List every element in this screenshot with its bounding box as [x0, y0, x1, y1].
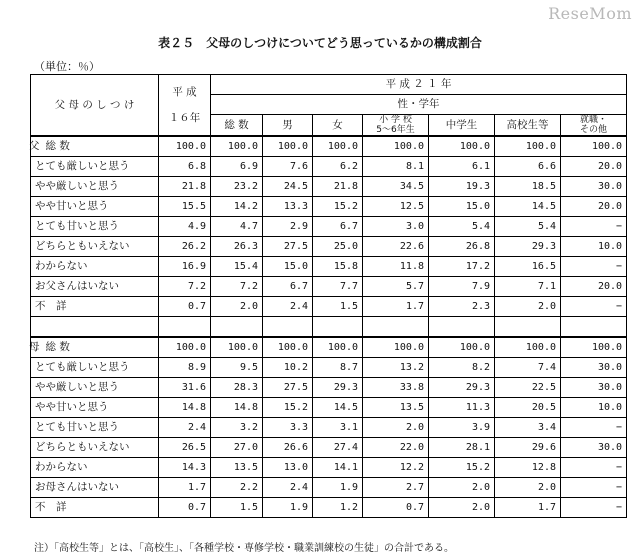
- value-cell: 2.0: [429, 478, 495, 498]
- footnote: 注）「高校生等」とは、「高校生」、「各種学校・専修学校・職業訓練校の生徒」の合計である。: [34, 543, 454, 554]
- value-cell: 13.5: [211, 458, 263, 478]
- value-cell: 29.3: [313, 378, 363, 398]
- value-cell: 13.3: [263, 197, 313, 217]
- value-cell: 7.7: [313, 277, 363, 297]
- value-cell: 1.5: [313, 297, 363, 317]
- value-cell: −: [561, 458, 627, 478]
- value-cell: 100.0: [561, 136, 627, 157]
- row-label: どちらともいえない: [31, 438, 159, 458]
- value-cell: 26.3: [211, 237, 263, 257]
- table-row: [31, 498, 627, 518]
- value-cell: 33.8: [363, 378, 429, 398]
- row-label-text: 総 数: [45, 140, 70, 152]
- value-cell: 15.2: [429, 458, 495, 478]
- value-cell: 2.3: [429, 297, 495, 317]
- value-cell: 15.4: [211, 257, 263, 277]
- value-cell: 12.8: [495, 458, 561, 478]
- value-cell: 2.7: [363, 478, 429, 498]
- row-label: やや厳しいと思う: [31, 378, 159, 398]
- value-cell: 2.0: [495, 478, 561, 498]
- value-cell: 6.8: [159, 157, 211, 177]
- value-cell: 12.2: [363, 458, 429, 478]
- value-cell: 31.6: [159, 378, 211, 398]
- value-cell: 20.0: [561, 197, 627, 217]
- value-cell: 11.8: [363, 257, 429, 277]
- value-cell: 4.7: [211, 217, 263, 237]
- value-cell: −: [561, 257, 627, 277]
- value-cell: 100.0: [313, 337, 363, 358]
- value-cell: 3.0: [363, 217, 429, 237]
- value-cell: 13.2: [363, 358, 429, 378]
- value-cell: 22.0: [363, 438, 429, 458]
- value-cell: 26.6: [263, 438, 313, 458]
- row-label: どちらともいえない: [31, 237, 159, 257]
- row-label: お母さんはいない: [31, 478, 159, 498]
- value-cell: 11.3: [429, 398, 495, 418]
- value-cell: 23.2: [211, 177, 263, 197]
- value-cell: 18.5: [495, 177, 561, 197]
- value-cell: −: [561, 478, 627, 498]
- shitsuke-table: [30, 74, 627, 518]
- table-row: [31, 257, 627, 277]
- value-cell: 15.5: [159, 197, 211, 217]
- value-cell: 14.5: [313, 398, 363, 418]
- row-label: お父さんはいない: [31, 277, 159, 297]
- row-label: 不 詳: [31, 498, 159, 518]
- column-header: 高校生等: [495, 115, 561, 137]
- value-cell: 29.3: [495, 237, 561, 257]
- value-cell: 16.9: [159, 257, 211, 277]
- gap-cell: [429, 317, 495, 338]
- value-cell: 2.4: [263, 297, 313, 317]
- value-cell: 100.0: [429, 337, 495, 358]
- value-cell: 27.5: [263, 237, 313, 257]
- value-cell: 5.4: [429, 217, 495, 237]
- value-cell: 6.2: [313, 157, 363, 177]
- table-row: [31, 438, 627, 458]
- section-label: 母: [29, 341, 40, 353]
- value-cell: 8.2: [429, 358, 495, 378]
- value-cell: 7.4: [495, 358, 561, 378]
- value-cell: 20.5: [495, 398, 561, 418]
- value-cell: 30.0: [561, 177, 627, 197]
- row-label: とても甘いと思う: [31, 418, 159, 438]
- value-cell: 0.7: [159, 297, 211, 317]
- column-header: 女: [313, 115, 363, 137]
- value-cell: 2.4: [159, 418, 211, 438]
- column-header: 男: [263, 115, 313, 137]
- value-cell: 7.2: [159, 277, 211, 297]
- value-cell: 15.2: [263, 398, 313, 418]
- row-label: やや甘いと思う: [31, 197, 159, 217]
- value-cell: 8.7: [313, 358, 363, 378]
- value-cell: 100.0: [211, 337, 263, 358]
- value-cell: 6.9: [211, 157, 263, 177]
- value-cell: 0.7: [363, 498, 429, 518]
- value-cell: 26.8: [429, 237, 495, 257]
- value-cell: 14.2: [211, 197, 263, 217]
- value-cell: 2.2: [211, 478, 263, 498]
- value-cell: 4.9: [159, 217, 211, 237]
- value-cell: 1.5: [211, 498, 263, 518]
- value-cell: 100.0: [561, 337, 627, 358]
- value-cell: 26.2: [159, 237, 211, 257]
- table-row: [31, 378, 627, 398]
- value-cell: 8.9: [159, 358, 211, 378]
- value-cell: 1.9: [263, 498, 313, 518]
- value-cell: 27.4: [313, 438, 363, 458]
- value-cell: 100.0: [363, 337, 429, 358]
- value-cell: 7.2: [211, 277, 263, 297]
- row-label: とても厳しいと思う: [31, 358, 159, 378]
- value-cell: 14.8: [159, 398, 211, 418]
- value-cell: 10.0: [561, 398, 627, 418]
- table-row: [31, 217, 627, 237]
- value-cell: 14.3: [159, 458, 211, 478]
- h21-header: 平 成 ２ １ 年: [211, 75, 627, 95]
- value-cell: 100.0: [363, 136, 429, 157]
- row-label: [31, 136, 159, 157]
- value-cell: 6.6: [495, 157, 561, 177]
- value-cell: 100.0: [263, 136, 313, 157]
- value-cell: 1.9: [313, 478, 363, 498]
- table-row: [31, 237, 627, 257]
- value-cell: 1.7: [363, 297, 429, 317]
- value-cell: 21.8: [159, 177, 211, 197]
- row-label: わからない: [31, 458, 159, 478]
- row-label-text: 総 数: [45, 341, 70, 353]
- value-cell: 100.0: [313, 136, 363, 157]
- resemom-logo: ReseMom: [548, 4, 632, 23]
- value-cell: 19.3: [429, 177, 495, 197]
- value-cell: 7.1: [495, 277, 561, 297]
- value-cell: 1.2: [313, 498, 363, 518]
- table-row: [31, 398, 627, 418]
- value-cell: 13.5: [363, 398, 429, 418]
- value-cell: 24.5: [263, 177, 313, 197]
- value-cell: 15.2: [313, 197, 363, 217]
- value-cell: 3.1: [313, 418, 363, 438]
- value-cell: 27.0: [211, 438, 263, 458]
- value-cell: 1.7: [495, 498, 561, 518]
- value-cell: 100.0: [211, 136, 263, 157]
- value-cell: 10.2: [263, 358, 313, 378]
- column-header: 中学生: [429, 115, 495, 137]
- gap-cell: [313, 317, 363, 338]
- table-row: [31, 177, 627, 197]
- value-cell: 20.0: [561, 277, 627, 297]
- column-header: 小 学 校 5～6年生: [363, 115, 429, 137]
- value-cell: 100.0: [495, 337, 561, 358]
- table-title: 表２５ 父母のしつけについてどう思っているかの構成割合: [158, 36, 482, 50]
- row-label: やや甘いと思う: [31, 398, 159, 418]
- value-cell: 25.0: [313, 237, 363, 257]
- subgroup-header: 性・学年: [211, 95, 627, 115]
- value-cell: −: [561, 418, 627, 438]
- value-cell: 100.0: [495, 136, 561, 157]
- value-cell: 1.7: [159, 478, 211, 498]
- row-header: 父 母 の し つ け: [31, 75, 159, 137]
- table-row: [31, 478, 627, 498]
- gap-cell: [31, 317, 159, 338]
- value-cell: 27.5: [263, 378, 313, 398]
- value-cell: 100.0: [159, 136, 211, 157]
- table-row: [31, 157, 627, 177]
- row-label: とても厳しいと思う: [31, 157, 159, 177]
- value-cell: 29.3: [429, 378, 495, 398]
- gap-cell: [263, 317, 313, 338]
- value-cell: 20.0: [561, 157, 627, 177]
- value-cell: 15.0: [263, 257, 313, 277]
- table-row: [31, 458, 627, 478]
- h16-line2: １６年: [168, 111, 201, 124]
- row-label: とても甘いと思う: [31, 217, 159, 237]
- row-label: [31, 337, 159, 358]
- value-cell: 100.0: [429, 136, 495, 157]
- gap-cell: [159, 317, 211, 338]
- value-cell: −: [561, 498, 627, 518]
- value-cell: 17.2: [429, 257, 495, 277]
- table-row: [31, 358, 627, 378]
- value-cell: 7.6: [263, 157, 313, 177]
- gap-cell: [211, 317, 263, 338]
- value-cell: 3.4: [495, 418, 561, 438]
- value-cell: 2.0: [429, 498, 495, 518]
- value-cell: 16.5: [495, 257, 561, 277]
- h16-header: [159, 75, 211, 137]
- value-cell: 2.9: [263, 217, 313, 237]
- value-cell: 6.1: [429, 157, 495, 177]
- value-cell: 15.8: [313, 257, 363, 277]
- value-cell: 15.0: [429, 197, 495, 217]
- row-label: わからない: [31, 257, 159, 277]
- value-cell: 7.9: [429, 277, 495, 297]
- value-cell: 10.0: [561, 237, 627, 257]
- table-row: [31, 418, 627, 438]
- value-cell: 2.4: [263, 478, 313, 498]
- value-cell: 28.3: [211, 378, 263, 398]
- value-cell: 26.5: [159, 438, 211, 458]
- column-header: 総 数: [211, 115, 263, 137]
- value-cell: 29.6: [495, 438, 561, 458]
- value-cell: 22.5: [495, 378, 561, 398]
- value-cell: 22.6: [363, 237, 429, 257]
- table-row: [31, 277, 627, 297]
- value-cell: 3.9: [429, 418, 495, 438]
- value-cell: 2.0: [363, 418, 429, 438]
- table-row: [31, 136, 627, 157]
- value-cell: 14.8: [211, 398, 263, 418]
- value-cell: 3.2: [211, 418, 263, 438]
- value-cell: 14.5: [495, 197, 561, 217]
- unit-label: （単位：％）: [34, 60, 100, 73]
- value-cell: 30.0: [561, 358, 627, 378]
- value-cell: −: [561, 297, 627, 317]
- gap-cell: [495, 317, 561, 338]
- value-cell: 2.0: [495, 297, 561, 317]
- value-cell: 30.0: [561, 378, 627, 398]
- row-label: やや厳しいと思う: [31, 177, 159, 197]
- value-cell: 13.0: [263, 458, 313, 478]
- value-cell: 5.7: [363, 277, 429, 297]
- value-cell: 14.1: [313, 458, 363, 478]
- gap-cell: [363, 317, 429, 338]
- row-label: 不 詳: [31, 297, 159, 317]
- value-cell: 2.0: [211, 297, 263, 317]
- table-row: [31, 337, 627, 358]
- value-cell: 8.1: [363, 157, 429, 177]
- value-cell: 3.3: [263, 418, 313, 438]
- column-header: 就職・ その他: [561, 115, 627, 137]
- section-gap: [31, 317, 627, 338]
- value-cell: 6.7: [263, 277, 313, 297]
- value-cell: 6.7: [313, 217, 363, 237]
- table-row: [31, 197, 627, 217]
- value-cell: 100.0: [263, 337, 313, 358]
- value-cell: 5.4: [495, 217, 561, 237]
- value-cell: 34.5: [363, 177, 429, 197]
- value-cell: 9.5: [211, 358, 263, 378]
- value-cell: 21.8: [313, 177, 363, 197]
- section-label: 父: [29, 140, 40, 152]
- value-cell: 28.1: [429, 438, 495, 458]
- value-cell: 30.0: [561, 438, 627, 458]
- value-cell: 12.5: [363, 197, 429, 217]
- table-row: [31, 297, 627, 317]
- value-cell: 0.7: [159, 498, 211, 518]
- value-cell: 100.0: [159, 337, 211, 358]
- h16-line1: 平 成: [172, 85, 197, 98]
- gap-cell: [561, 317, 627, 338]
- value-cell: −: [561, 217, 627, 237]
